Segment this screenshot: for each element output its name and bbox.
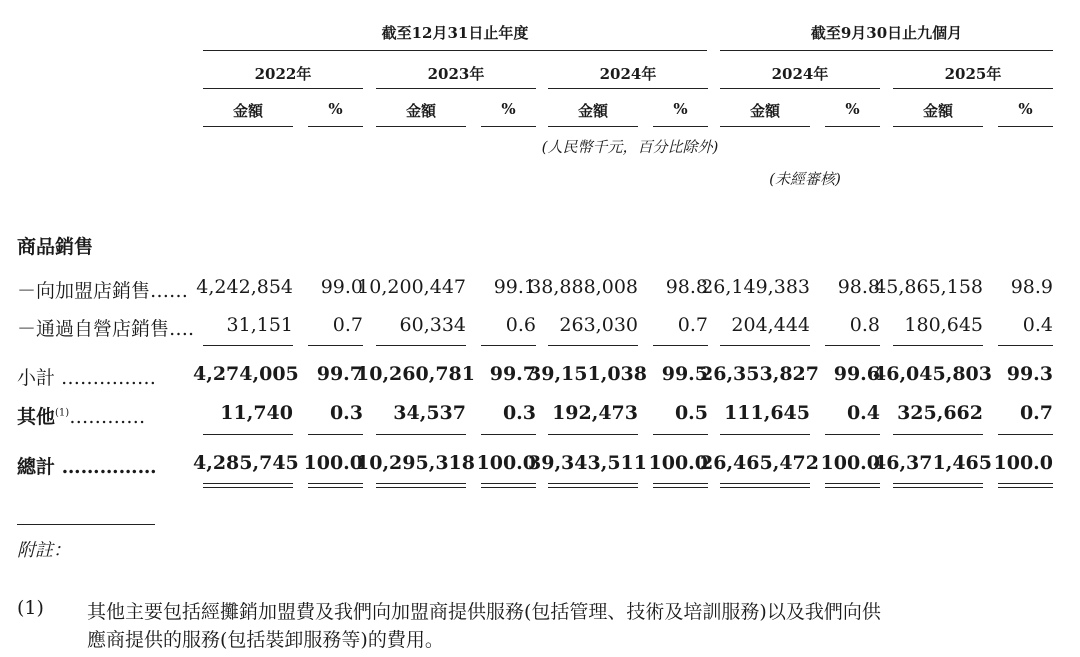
cell-amount: 26,149,383 <box>701 276 810 298</box>
row-label-self-operated-sales: －通過自營店銷售…. <box>17 318 195 340</box>
cell-amount: 180,645 <box>904 314 983 336</box>
double-rule <box>481 483 536 488</box>
cell-percent: 0.8 <box>849 314 880 336</box>
percent-header: % <box>501 100 516 118</box>
currency-note: (人民幣千元，百分比除外) <box>541 138 719 156</box>
cell-amount: 26,465,472 <box>700 452 819 474</box>
footnote-marker: (1) <box>55 407 70 419</box>
subheader-rule <box>548 126 638 127</box>
others-label: 其他 <box>17 406 56 428</box>
subtotal-rule <box>825 345 880 346</box>
subheader-rule <box>653 126 708 127</box>
total-rule <box>893 434 983 435</box>
year-rule <box>203 88 363 89</box>
cell-percent: 100.0 <box>820 452 880 474</box>
row-label-franchise-sales: －向加盟店銷售…… <box>17 280 189 302</box>
double-rule <box>998 483 1053 488</box>
total-rule <box>376 434 466 435</box>
subheader-rule <box>481 126 536 127</box>
double-rule <box>893 483 983 488</box>
cell-percent: 0.7 <box>1019 402 1053 424</box>
cell-percent: 0.3 <box>502 402 536 424</box>
unaudited-note: (未經審核) <box>769 170 841 188</box>
year-header-2024: 2024年 <box>599 65 657 83</box>
cell-amount: 4,242,854 <box>196 276 293 298</box>
section-title-merchandise-sales: 商品銷售 <box>17 236 94 258</box>
cell-percent: 98.9 <box>1010 276 1053 298</box>
cell-amount: 325,662 <box>897 402 983 424</box>
cell-percent: 0.7 <box>332 314 363 336</box>
subtotal-rule <box>720 345 810 346</box>
cell-percent: 0.5 <box>674 402 708 424</box>
leader-dots: ………… <box>69 406 146 428</box>
cell-amount: 46,371,465 <box>873 452 992 474</box>
footnote-text-line1: 其他主要包括經攤銷加盟費及我們向加盟商提供服務(包括管理、技術及培訓服務)以及我們向供 <box>87 601 881 623</box>
year-header-2023: 2023年 <box>427 65 485 83</box>
double-rule <box>653 483 708 488</box>
cell-percent: 100.0 <box>648 452 708 474</box>
percent-header: % <box>1018 100 1033 118</box>
cell-percent: 99.3 <box>1006 363 1053 385</box>
notes-heading: 附註： <box>17 540 71 561</box>
year-rule <box>720 88 880 89</box>
double-rule <box>720 483 810 488</box>
year-header-2024-nine-months: 2024年 <box>771 65 829 83</box>
cell-amount: 46,045,803 <box>873 363 992 385</box>
amount-header: 金額 <box>922 102 953 120</box>
total-rule <box>481 434 536 435</box>
cell-amount: 45,865,158 <box>874 276 983 298</box>
cell-percent: 98.8 <box>665 276 708 298</box>
cell-amount: 4,285,745 <box>193 452 299 474</box>
cell-amount: 10,295,318 <box>356 452 475 474</box>
cell-amount: 34,537 <box>393 402 466 424</box>
cell-percent: 99.5 <box>661 363 708 385</box>
cell-percent: 0.4 <box>846 402 880 424</box>
subtotal-rule <box>481 345 536 346</box>
cell-amount: 10,260,781 <box>356 363 475 385</box>
percent-header: % <box>673 100 688 118</box>
header-group-year-ended: 截至12月31日止年度 <box>381 24 529 42</box>
amount-header: 金額 <box>405 102 436 120</box>
double-rule <box>203 483 293 488</box>
cell-amount: 111,645 <box>724 402 810 424</box>
cell-amount: 10,200,447 <box>357 276 466 298</box>
subheader-rule <box>825 126 880 127</box>
subtotal-rule <box>308 345 363 346</box>
cell-amount: 38,888,008 <box>529 276 638 298</box>
subtotal-rule <box>653 345 708 346</box>
subtotal-rule <box>998 345 1053 346</box>
percent-header: % <box>328 100 343 118</box>
cell-percent: 100.0 <box>993 452 1053 474</box>
double-rule <box>548 483 638 488</box>
total-rule <box>308 434 363 435</box>
subheader-rule <box>203 126 293 127</box>
percent-header: % <box>845 100 860 118</box>
subtotal-rule <box>203 345 293 346</box>
cell-percent: 0.3 <box>329 402 363 424</box>
cell-percent: 100.0 <box>303 452 363 474</box>
year-header-2022: 2022年 <box>254 65 312 83</box>
subtotal-rule <box>548 345 638 346</box>
cell-percent: 98.8 <box>837 276 880 298</box>
cell-amount: 204,444 <box>731 314 810 336</box>
subheader-rule <box>376 126 466 127</box>
subheader-rule <box>998 126 1053 127</box>
double-rule <box>376 483 466 488</box>
year-rule <box>376 88 536 89</box>
year-header-2025: 2025年 <box>944 65 1002 83</box>
year-rule <box>548 88 708 89</box>
subheader-rule <box>893 126 983 127</box>
cell-percent: 99.1 <box>493 276 536 298</box>
year-rule <box>893 88 1053 89</box>
cell-amount: 39,151,038 <box>528 363 647 385</box>
header-group2-rule <box>720 50 1053 51</box>
cell-amount: 4,274,005 <box>193 363 299 385</box>
header-group1-rule <box>203 50 707 51</box>
double-rule <box>308 483 363 488</box>
cell-percent: 99.6 <box>833 363 880 385</box>
total-rule <box>998 434 1053 435</box>
footnote-text-line2: 應商提供的服務(包括裝卸服務等)的費用。 <box>87 629 444 651</box>
cell-percent: 99.7 <box>489 363 536 385</box>
amount-header: 金額 <box>749 102 780 120</box>
cell-percent: 99.0 <box>320 276 363 298</box>
cell-amount: 60,334 <box>399 314 466 336</box>
total-rule <box>653 434 708 435</box>
subtotal-rule <box>893 345 983 346</box>
cell-amount: 11,740 <box>220 402 293 424</box>
amount-header: 金額 <box>577 102 608 120</box>
subheader-rule <box>308 126 363 127</box>
row-label-subtotal: 小計 …………… <box>17 367 157 389</box>
total-rule <box>825 434 880 435</box>
cell-percent: 100.0 <box>476 452 536 474</box>
row-label-others <box>17 402 145 429</box>
double-rule <box>825 483 880 488</box>
cell-percent: 0.6 <box>505 314 536 336</box>
total-rule <box>548 434 638 435</box>
cell-amount: 26,353,827 <box>700 363 819 385</box>
footnote-separator <box>17 524 155 525</box>
cell-amount: 31,151 <box>226 314 293 336</box>
cell-amount: 263,030 <box>559 314 638 336</box>
subheader-rule <box>720 126 810 127</box>
cell-percent: 99.7 <box>316 363 363 385</box>
cell-amount: 192,473 <box>552 402 638 424</box>
total-rule <box>720 434 810 435</box>
cell-percent: 0.4 <box>1022 314 1053 336</box>
footnote-marker-1: (1) <box>17 597 44 619</box>
cell-amount: 39,343,511 <box>528 452 647 474</box>
subtotal-rule <box>376 345 466 346</box>
row-label-total: 總計 …………… <box>17 456 157 478</box>
amount-header: 金額 <box>232 102 263 120</box>
header-group-nine-months: 截至9月30日止九個月 <box>810 24 963 42</box>
cell-percent: 0.7 <box>677 314 708 336</box>
total-rule <box>203 434 293 435</box>
